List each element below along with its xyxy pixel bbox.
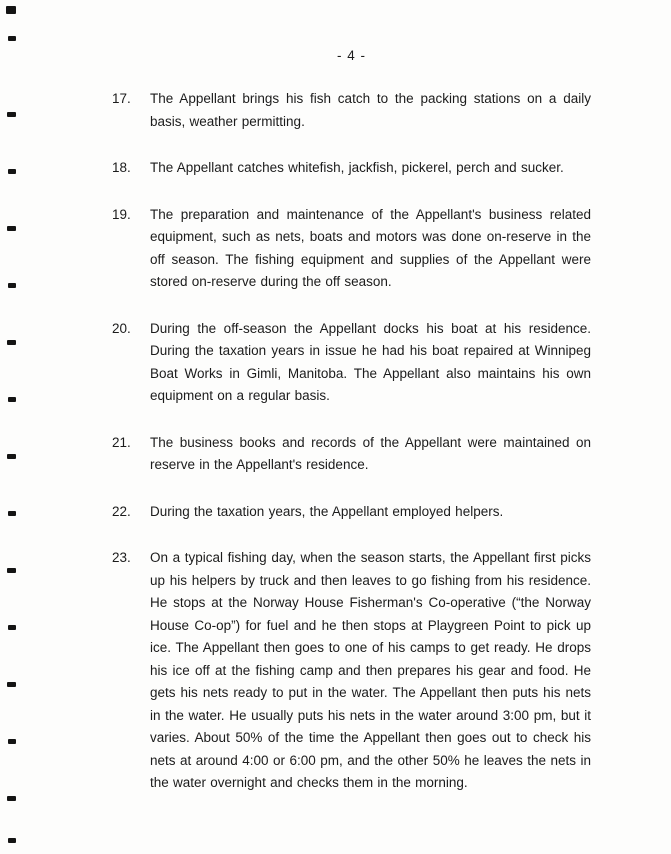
- scan-artifact-mark: [8, 36, 16, 41]
- scan-artifact-mark: [8, 397, 16, 402]
- paragraph-text: During the off-season the Appellant docks his boat at his residence. During the taxation years in issue he had his boat repaired at Winnipeg Boat Works in Gimli, Manitoba. The Appellant also maintains his own equipment on a regular basis.: [150, 320, 591, 403]
- paragraph-text: The preparation and maintenance of the Appellant's business related equipment, such as nets, boats and motors was done on-reserve in the off season. The fishing equipment and supplies of the Appellant were stored on-reserve during the off season.: [150, 206, 591, 289]
- scan-artifact-mark: [7, 454, 16, 459]
- paragraph-number: 18.: [112, 160, 131, 175]
- paragraph-number: 19.: [112, 206, 131, 222]
- scan-artifact-mark: [8, 283, 16, 288]
- paragraph: [112, 88, 591, 133]
- paragraph-text: The business books and records of the Appellant were maintained on reserve in the Appellant's residence.: [150, 434, 591, 472]
- scan-artifact-mark: [8, 511, 16, 516]
- paragraph-number: 23.: [112, 550, 131, 565]
- scan-artifact-mark: [8, 625, 16, 630]
- scan-artifact-mark: [7, 568, 16, 573]
- scan-artifact-mark: [8, 739, 16, 744]
- paragraph: [112, 318, 591, 408]
- paragraph-text: During the taxation years, the Appellant employed helpers.: [150, 503, 504, 519]
- scan-artifact-mark: [7, 226, 16, 231]
- page-number: - 4 -: [336, 48, 366, 63]
- scan-artifact-mark: [7, 340, 16, 345]
- scan-artifact-mark: [7, 112, 16, 117]
- paragraph-number: 21.: [112, 434, 131, 450]
- paragraph: [112, 501, 591, 524]
- scan-artifact-mark: [8, 169, 16, 174]
- scan-artifact-mark: [8, 838, 16, 843]
- paragraph-text: The Appellant brings his fish catch to the packing stations on a daily basis, weather permitting.: [150, 91, 591, 129]
- paragraph-text: On a typical fishing day, when the season starts, the Appellant first picks up his helpers by truck and then leaves to go fishing from his residence. He stops at the Norway House Fisherman's Co-operative (“the Norway House Co-op”) for fuel and he then stops at Playgreen Point to pick up ice. The Appellant then goes to one of his camps to get ready. He drops his ice off at the fishing camp and then prepares his gear and food. He gets his nets ready to put in the water. The Appellant then puts his nets in the water. He usually puts his nets in the water around 3:00 pm, but it varies. About 50% of the time the Appellant then goes out to check his nets at around 4:00 or 6:00 pm, and the other 50% he leaves the nets in the water overnight and checks them in the morning.: [150, 550, 591, 790]
- scan-artifact-mark: [6, 6, 16, 14]
- paragraph: [112, 547, 591, 795]
- paragraph-number: 20.: [112, 320, 131, 336]
- scan-artifact-mark: [7, 796, 16, 801]
- paragraph-text: The Appellant catches whitefish, jackfish, pickerel, perch and sucker.: [150, 160, 564, 175]
- paragraph: [112, 204, 591, 294]
- document-body: [112, 88, 591, 819]
- scan-artifact-mark: [7, 682, 16, 687]
- paragraph-number: 22.: [112, 503, 131, 519]
- paragraph-number: 17.: [112, 91, 131, 106]
- paragraph: [112, 157, 591, 180]
- paragraph: [112, 432, 591, 477]
